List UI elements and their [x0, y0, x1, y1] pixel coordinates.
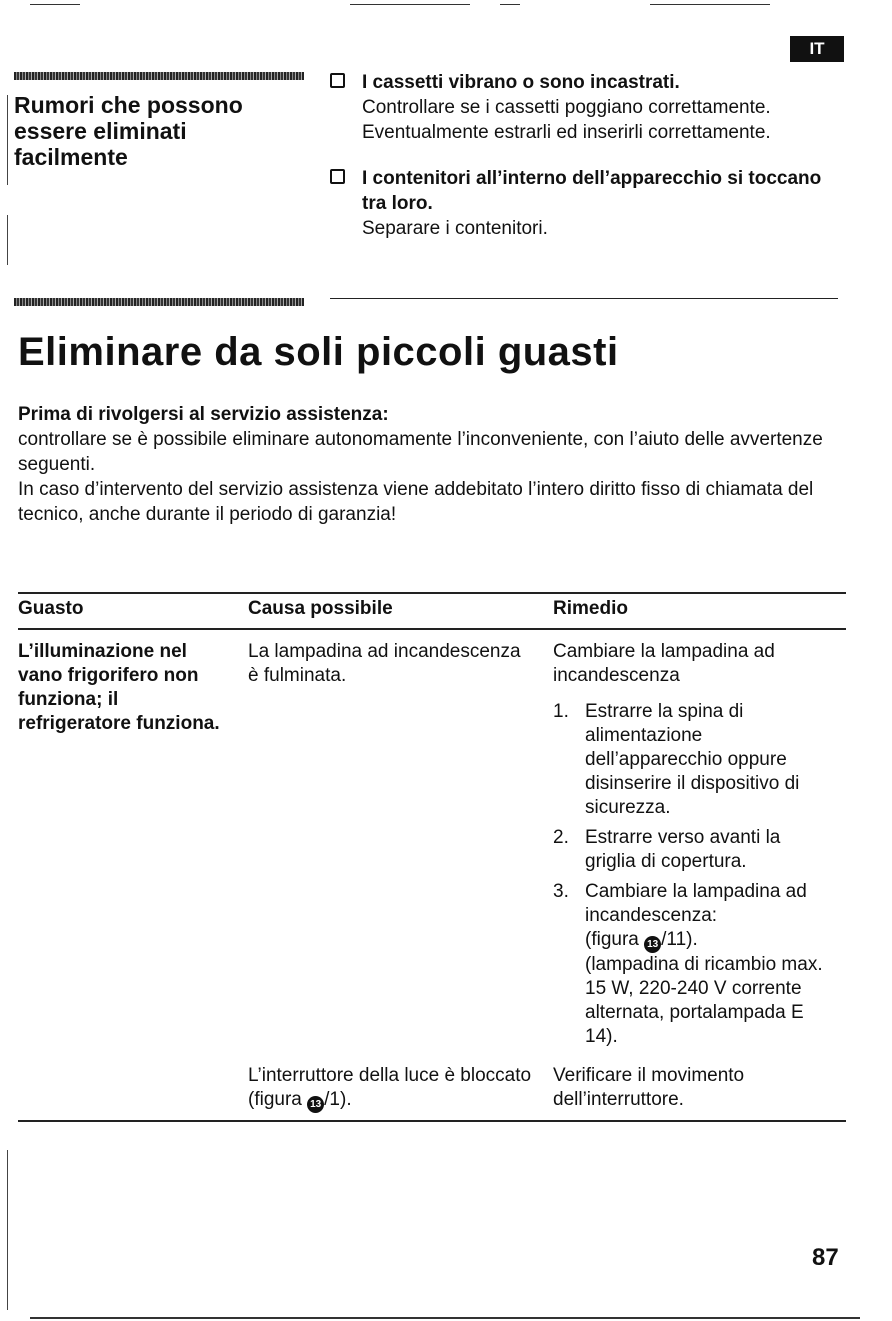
- intro-text: [18, 402, 848, 527]
- checkbox-bullet-icon: [330, 169, 345, 184]
- cause-cell: La lampadina ad incandescenza è fulminata.: [248, 641, 521, 686]
- remedy-cell: Verificare il movimento dell’interruttore.: [553, 1065, 745, 1110]
- step-text: Cambiare la lampadina ad incandescenza:: [585, 881, 807, 926]
- section-bar: [14, 298, 304, 306]
- cause-text: L’interruttore della luce è bloccato (figura: [248, 1065, 532, 1110]
- intro-paragraph: controllare se è possibile eliminare autonomamente l’inconveniente, con l’aiuto delle avvertenze seguenti.: [18, 429, 823, 475]
- main-title: Eliminare da soli piccoli guasti: [18, 330, 619, 374]
- table-bottom-rule: [18, 1120, 846, 1122]
- step-note: (lampadina di ricambio max. 15 W, 220-240 V corrente alternata, portalampada E 14).: [585, 954, 823, 1047]
- step-number: 1.: [553, 701, 569, 722]
- noise-item-body: Controllare se i cassetti poggiano correttamente. Eventualmente estrarli ed inserirli correttamente.: [362, 97, 771, 143]
- scan-line: [30, 1317, 860, 1319]
- figure-number-icon: 13: [644, 936, 661, 953]
- step-number: 2.: [553, 827, 569, 848]
- scan-line: [350, 4, 470, 5]
- figure-ref-suffix: /11).: [661, 929, 698, 950]
- table-header-rule: [18, 628, 846, 630]
- column-header-cause: Causa possibile: [248, 598, 393, 619]
- section-rule: [330, 298, 838, 299]
- scan-line: [650, 4, 770, 5]
- list-item: [553, 700, 833, 820]
- remedy-cell: [553, 640, 833, 1055]
- noise-item: [330, 70, 850, 145]
- list-item: [553, 826, 833, 874]
- section-bar: [14, 72, 304, 80]
- scan-line: [30, 4, 80, 5]
- cause-text-suffix: /1).: [324, 1089, 352, 1110]
- list-item: [553, 880, 833, 1049]
- remedy-steps: [553, 700, 833, 1049]
- fault-cell: L’illuminazione nel vano frigorifero non funziona; il refrigeratore funziona.: [18, 641, 220, 734]
- scan-line: [500, 4, 520, 5]
- table-top-rule: [18, 592, 846, 594]
- noise-item-heading: I cassetti vibrano o sono incastrati.: [362, 72, 680, 93]
- figure-ref-prefix: (figura: [585, 929, 645, 950]
- step-text: Estrarre verso avanti la griglia di copertura.: [585, 827, 781, 872]
- column-header-remedy: Rimedio: [553, 598, 628, 619]
- column-header-fault: Guasto: [18, 598, 84, 619]
- intro-paragraph: In caso d’intervento del servizio assistenza viene addebitato l’intero diritto fisso di chiamata del tecnico, anche durante il periodo di garanzia!: [18, 479, 814, 525]
- language-badge: IT: [790, 36, 844, 62]
- noise-item-heading: I contenitori all’interno dell’apparecchio si toccano tra loro.: [362, 168, 822, 214]
- remedy-intro: Cambiare la lampadina ad incandescenza: [553, 641, 775, 686]
- step-text: Estrarre la spina di alimentazione dell’apparecchio oppure disinserire il dispositivo di sicurezza.: [585, 701, 800, 818]
- margin-rule: [7, 95, 8, 185]
- cause-cell: [248, 1064, 538, 1113]
- margin-rule: [7, 215, 8, 265]
- step-number: 3.: [553, 881, 569, 902]
- noise-item: [330, 166, 850, 241]
- page-number: 87: [812, 1244, 839, 1271]
- noise-item-body: Separare i contenitori.: [362, 218, 548, 239]
- checkbox-bullet-icon: [330, 73, 345, 88]
- figure-number-icon: 13: [307, 1096, 324, 1113]
- margin-rule: [7, 1150, 8, 1310]
- intro-heading: Prima di rivolgersi al servizio assistenza:: [18, 404, 389, 425]
- side-title: Rumori che possono essere eliminati facilmente: [14, 92, 243, 170]
